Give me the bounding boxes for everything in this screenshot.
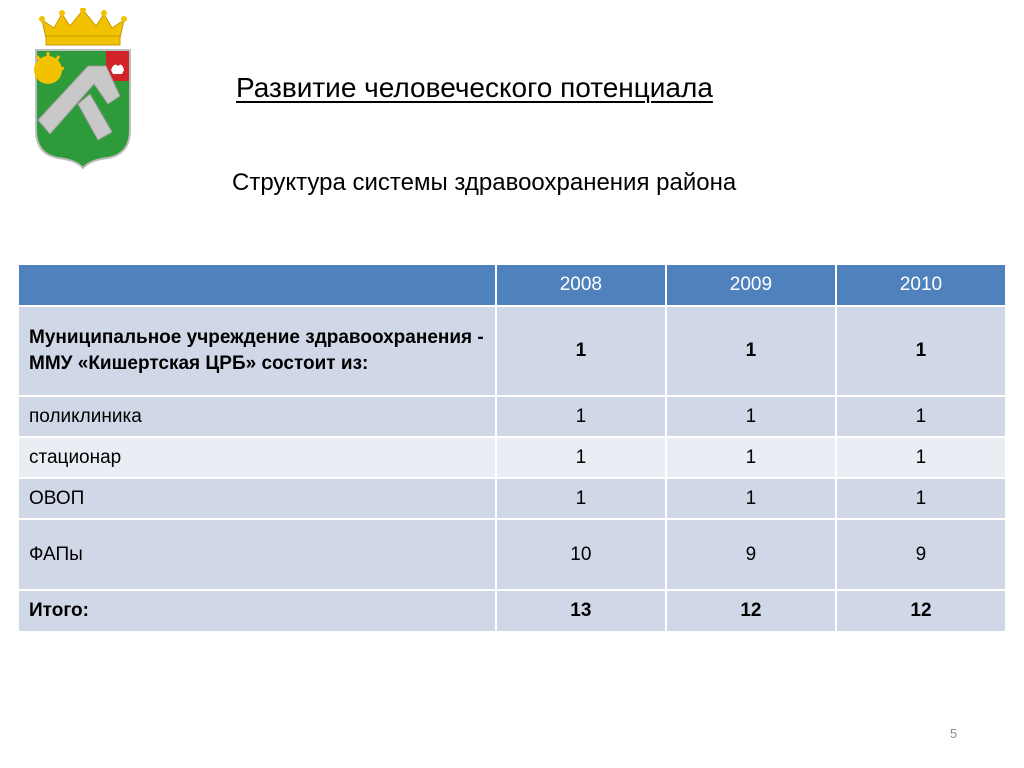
header-cell-empty <box>18 264 496 306</box>
cell-2010: 1 <box>836 437 1006 478</box>
slide-subtitle: Структура системы здравоохранения района <box>232 169 737 196</box>
header-cell-2008: 2008 <box>496 264 666 306</box>
cell-2008: 10 <box>496 519 666 590</box>
cell-2010: 1 <box>836 396 1006 437</box>
table-header-row <box>18 264 1006 306</box>
cell-2009: 9 <box>666 519 836 590</box>
row-label: стационар <box>18 437 496 478</box>
header-cell-2009: 2009 <box>666 264 836 306</box>
cell-2008: 1 <box>496 396 666 437</box>
row-label: ОВОП <box>18 478 496 519</box>
cell-2009: 1 <box>666 396 836 437</box>
cell-2008: 1 <box>496 437 666 478</box>
table-row-ovop <box>18 478 1006 519</box>
row-label: Муниципальное учреждение здравоохранения - ММУ «Кишертская ЦРБ» состоит из: <box>18 306 496 396</box>
cell-2008: 1 <box>496 478 666 519</box>
cell-2008: 1 <box>496 306 666 396</box>
cell-2010: 12 <box>836 590 1006 632</box>
row-label: Итого: <box>18 590 496 632</box>
cell-2010: 1 <box>836 306 1006 396</box>
table-row-hospital <box>18 437 1006 478</box>
table-row-mmu <box>18 306 1006 396</box>
table-row-total <box>18 590 1006 632</box>
coat-of-arms-icon <box>28 8 138 170</box>
slide-title: Развитие человеческого потенциала <box>236 72 713 103</box>
cell-2009: 1 <box>666 478 836 519</box>
cell-2008: 13 <box>496 590 666 632</box>
table-row-fap <box>18 519 1006 590</box>
cell-2009: 1 <box>666 437 836 478</box>
cell-2010: 9 <box>836 519 1006 590</box>
cell-2009: 12 <box>666 590 836 632</box>
crown-icon <box>39 8 127 45</box>
page-number: 5 <box>950 726 958 741</box>
header-cell-2010: 2010 <box>836 264 1006 306</box>
row-label: поликлиника <box>18 396 496 437</box>
row-label: ФАПы <box>18 519 496 590</box>
table-row-polyclinic <box>18 396 1006 437</box>
cell-2009: 1 <box>666 306 836 396</box>
healthcare-structure-table <box>17 263 1007 633</box>
cell-2010: 1 <box>836 478 1006 519</box>
